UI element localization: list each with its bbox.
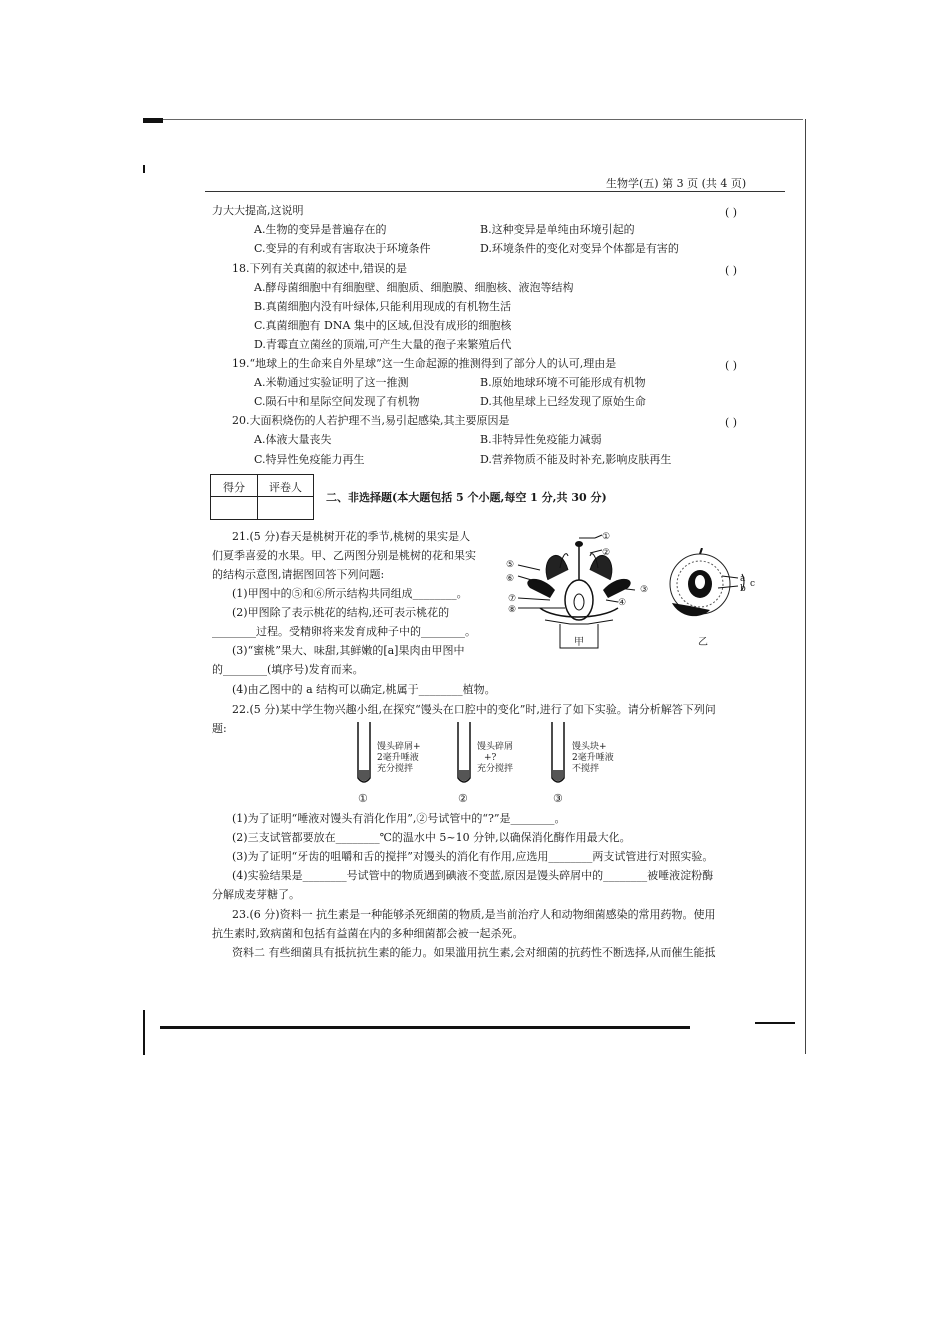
- figure-yi-caption: 乙: [698, 637, 708, 648]
- q18-answer-paren: ( ): [725, 264, 738, 277]
- tube-3-line-2: 2毫升唾液: [572, 753, 614, 763]
- flower-label-1: ①: [602, 532, 611, 542]
- q17-option-c: C.变异的有利或有害取决于环境条件: [254, 242, 431, 255]
- flower-label-7: ⑦: [508, 594, 517, 604]
- score-box-hline: [211, 496, 313, 497]
- tube-3-line-1: 馒头块+: [572, 742, 607, 752]
- q23-line-2: 抗生素时,致病菌和包括有益菌在内的多种细菌都会被一起杀死。: [212, 927, 524, 940]
- frame-bottom-line-right: [755, 1022, 795, 1024]
- q19-answer-paren: ( ): [725, 359, 738, 372]
- q22-intro-1: 22.(5 分)某中学生物兴趣小组,在探究“馒头在口腔中的变化”时,进行了如下实验。请分析解答下列问: [232, 703, 716, 716]
- flower-label-3: ③: [640, 585, 649, 595]
- q22-part-4a: (4)实验结果是________号试管中的物质遇到碘液不变蓝,原因是馒头碎屑中的________被唾液淀粉酶: [232, 869, 714, 882]
- q17-option-a: A.生物的变异是普遍存在的: [254, 223, 387, 236]
- q21-part-3b: 的________(填序号)发育而来。: [212, 663, 364, 676]
- score-box: [210, 474, 314, 520]
- header-rule: [205, 191, 785, 192]
- page-header: 生物学(五) 第 3 页 (共 4 页): [606, 177, 747, 190]
- flower-label-5: ⑤: [506, 560, 515, 570]
- q17-stem: 力大大提高,这说明: [212, 204, 304, 217]
- test-tube-2: [456, 722, 472, 788]
- grader-label: 评卷人: [269, 481, 302, 494]
- q23-line-1: 23.(6 分)资料一 抗生素是一种能够杀死细菌的物质,是当前治疗人和动物细菌感染的常用药物。使用: [232, 908, 716, 921]
- tube-3-number: ③: [553, 792, 563, 805]
- q21-part-1: (1)甲图中的⑤和⑥所示结构共同组成________。: [232, 587, 468, 600]
- tube-1-line-3: 充分搅拌: [377, 764, 414, 774]
- q20-option-c: C.特异性免疫能力再生: [254, 453, 365, 466]
- frame-left-line: [143, 1010, 145, 1055]
- frame-left-tick: [143, 165, 145, 173]
- q19-option-d: D.其他星球上已经发现了原始生命: [480, 395, 646, 408]
- score-box-vline: [257, 475, 258, 519]
- q18-stem: 18.下列有关真菌的叙述中,错误的是: [232, 262, 407, 275]
- q18-option-d: D.青霉直立菌丝的顶端,可产生大量的孢子来繁殖后代: [254, 338, 512, 351]
- flower-label-4: ④: [618, 598, 627, 608]
- tube-1-line-1: 馒头碎屑+: [377, 742, 421, 752]
- tube-1-number: ①: [358, 792, 368, 805]
- fruit-label-a: a: [740, 574, 746, 584]
- test-tube-3: [550, 722, 566, 788]
- q21-part-2b: ________过程。受精卵将来发育成种子中的________。: [212, 625, 476, 638]
- q21-part-3a: (3)“蜜桃”果大、味甜,其鲜嫩的[a]果肉由甲图中: [232, 644, 465, 657]
- tube-2-line-2: +?: [484, 753, 497, 763]
- q21-intro-3: 的结构示意图,请据图回答下列问题:: [212, 568, 385, 581]
- q21-intro-2: 们夏季喜爱的水果。甲、乙两图分别是桃树的花和果实: [212, 549, 476, 562]
- q21-part-2a: (2)甲图除了表示桃花的结构,还可表示桃花的: [232, 606, 450, 619]
- tube-2-line-1: 馒头碎屑: [477, 742, 514, 752]
- q20-stem: 20.大面积烧伤的人若护理不当,易引起感染,其主要原因是: [232, 414, 510, 427]
- tube-2-number: ②: [458, 792, 468, 805]
- q23-line-3: 资料二 有些细菌具有抵抗抗生素的能力。如果滥用抗生素,会对细菌的抗药性不断选择,从而催生能抵: [232, 946, 716, 959]
- frame-bottom-line: [160, 1026, 690, 1029]
- q17-option-b: B.这种变异是单纯由环境引起的: [480, 223, 635, 236]
- flower-label-6: ⑥: [506, 574, 515, 584]
- q22-part-1: (1)为了证明“唾液对馒头有消化作用”,②号试管中的“?”是________。: [232, 812, 566, 825]
- q20-option-d: D.营养物质不能及时补充,影响皮肤再生: [480, 453, 672, 466]
- q19-stem: 19.“地球上的生命来自外星球”这一生命起源的推测得到了部分人的认可,理由是: [232, 357, 617, 370]
- q22-part-4b: 分解成麦芽糖了。: [212, 888, 300, 901]
- q20-answer-paren: ( ): [725, 416, 738, 429]
- fruit-label-b: b: [740, 584, 746, 594]
- tube-2-line-3: 充分搅拌: [477, 764, 514, 774]
- tube-1-line-2: 2毫升唾液: [377, 753, 419, 763]
- q20-option-b: B.非特异性免疫能力减弱: [480, 433, 602, 446]
- test-tube-1: [356, 722, 372, 788]
- flower-label-8: ⑧: [508, 605, 517, 615]
- q19-option-b: B.原始地球环境不可能形成有机物: [480, 376, 646, 389]
- q21-intro-1: 21.(5 分)春天是桃树开花的季节,桃树的果实是人: [232, 530, 471, 543]
- q18-option-a: A.酵母菌细胞中有细胞壁、细胞质、细胞膜、细胞核、液泡等结构: [254, 281, 574, 294]
- q18-option-c: C.真菌细胞有 DNA 集中的区域,但没有成形的细胞核: [254, 319, 512, 332]
- fruit-label-c: c: [750, 579, 756, 589]
- tube-3-line-3: 不搅拌: [572, 764, 600, 774]
- frame-top-left-mark: [143, 118, 163, 123]
- q22-part-3: (3)为了证明“牙齿的咀嚼和舌的搅拌”对馒头的消化有作用,应选用________两支试管进行对照实验。: [232, 850, 714, 863]
- frame-top-line: [163, 119, 803, 120]
- q22-part-2: (2)三支试管都要放在________℃的温水中 5~10 分钟,以确保消化酶作用最大化。: [232, 831, 631, 844]
- frame-right-line: [805, 119, 806, 1054]
- q20-option-a: A.体液大量丧失: [254, 433, 332, 446]
- q17-option-d: D.环境条件的变化对变异个体都是有害的: [480, 242, 679, 255]
- q18-option-b: B.真菌细胞内没有叶绿体,只能利用现成的有机物生活: [254, 300, 512, 313]
- peach-flower-diagram: [500, 528, 660, 653]
- section2-title: 二、非选择题(本大题包括 5 个小题,每空 1 分,共 30 分): [326, 491, 607, 504]
- flower-label-2: ②: [602, 548, 611, 558]
- q19-option-a: A.米勒通过实验证明了这一推测: [254, 376, 409, 389]
- score-label: 得分: [223, 481, 245, 494]
- q17-answer-paren: ( ): [725, 206, 738, 219]
- figure-jia-caption: 甲: [574, 637, 584, 648]
- q19-option-c: C.陨石中和星际空间发现了有机物: [254, 395, 420, 408]
- q21-part-4: (4)由乙图中的 a 结构可以确定,桃属于________植物。: [232, 683, 496, 696]
- q22-intro-2: 题:: [212, 722, 227, 735]
